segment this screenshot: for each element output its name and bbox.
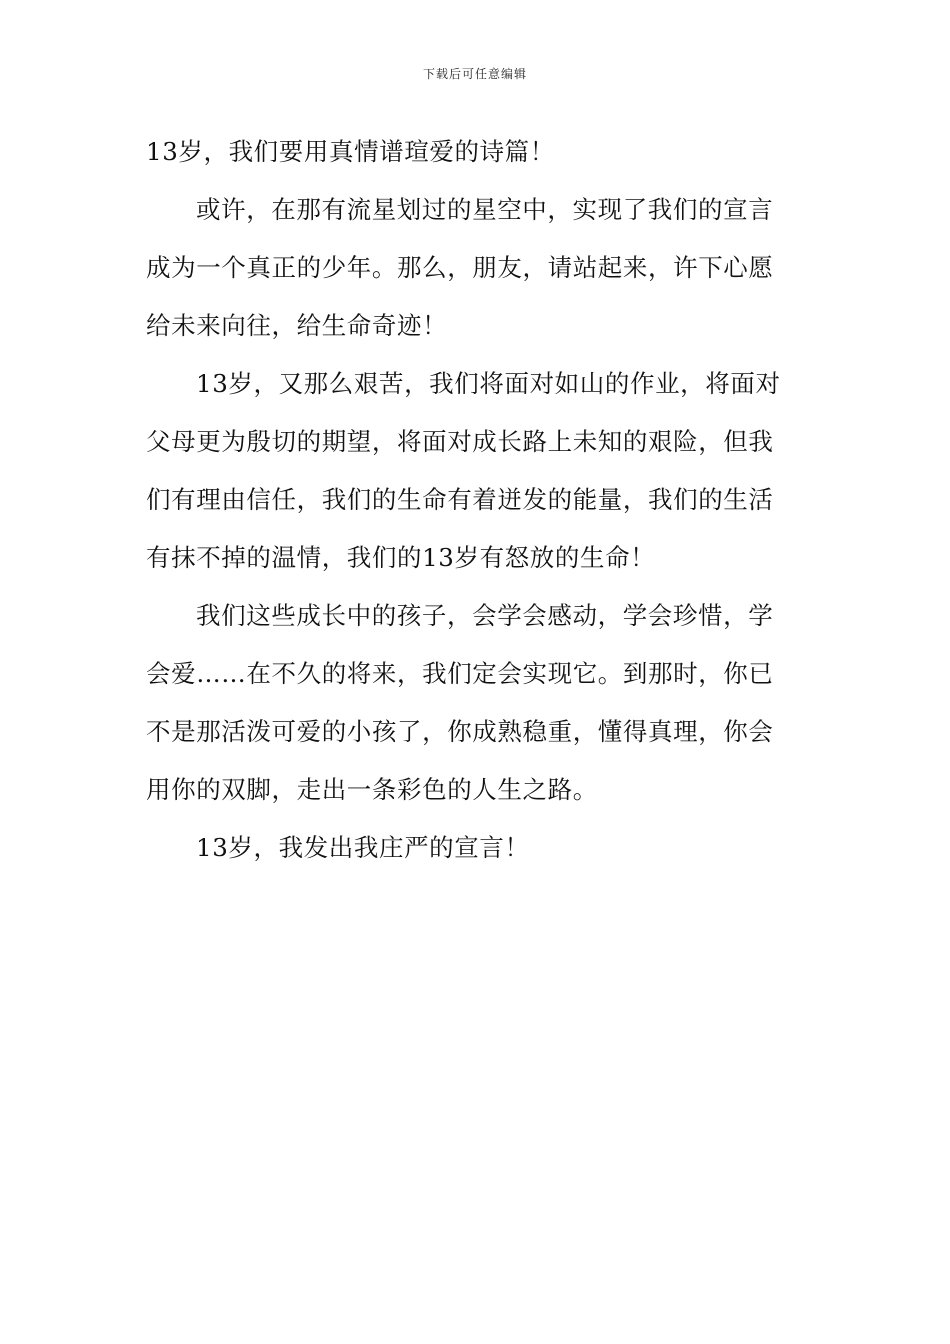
document-body (146, 132, 808, 862)
page-header: 下载后可任意编辑 (422, 67, 527, 81)
text-line: 13岁，我发出我庄严的宣言！ (196, 833, 530, 862)
text-line: 给未来向往，给生命奇迹！ (146, 311, 448, 340)
text-line: 或许，在那有流星划过的星空中，实现了我们的宣言 (196, 195, 774, 224)
text-line: 13岁，又那么艰苦，我们将面对如山的作业，将面对 (196, 369, 781, 398)
text-line: 会爱……在不久的将来，我们定会实现它。到那时，你已 (146, 659, 774, 688)
text-line: 有抹不掉的温情，我们的13岁有怒放的生命！ (146, 543, 656, 572)
text-line: 不是那活泼可爱的小孩了，你成熟稳重，懂得真理，你会 (146, 717, 774, 746)
text-line: 用你的双脚，走出一条彩色的人生之路。 (146, 775, 598, 804)
text-line: 们有理由信任，我们的生命有着迸发的能量，我们的生活 (146, 485, 774, 514)
text-line: 13岁，我们要用真情谱瑄爱的诗篇！ (146, 137, 555, 166)
text-line: 父母更为殷切的期望，将面对成长路上未知的艰险，但我 (146, 427, 774, 456)
text-line: 我们这些成长中的孩子，会学会感动，学会珍惜，学 (196, 601, 774, 630)
text-line: 成为一个真正的少年。那么，朋友，请站起来，许下心愿 (146, 253, 774, 282)
